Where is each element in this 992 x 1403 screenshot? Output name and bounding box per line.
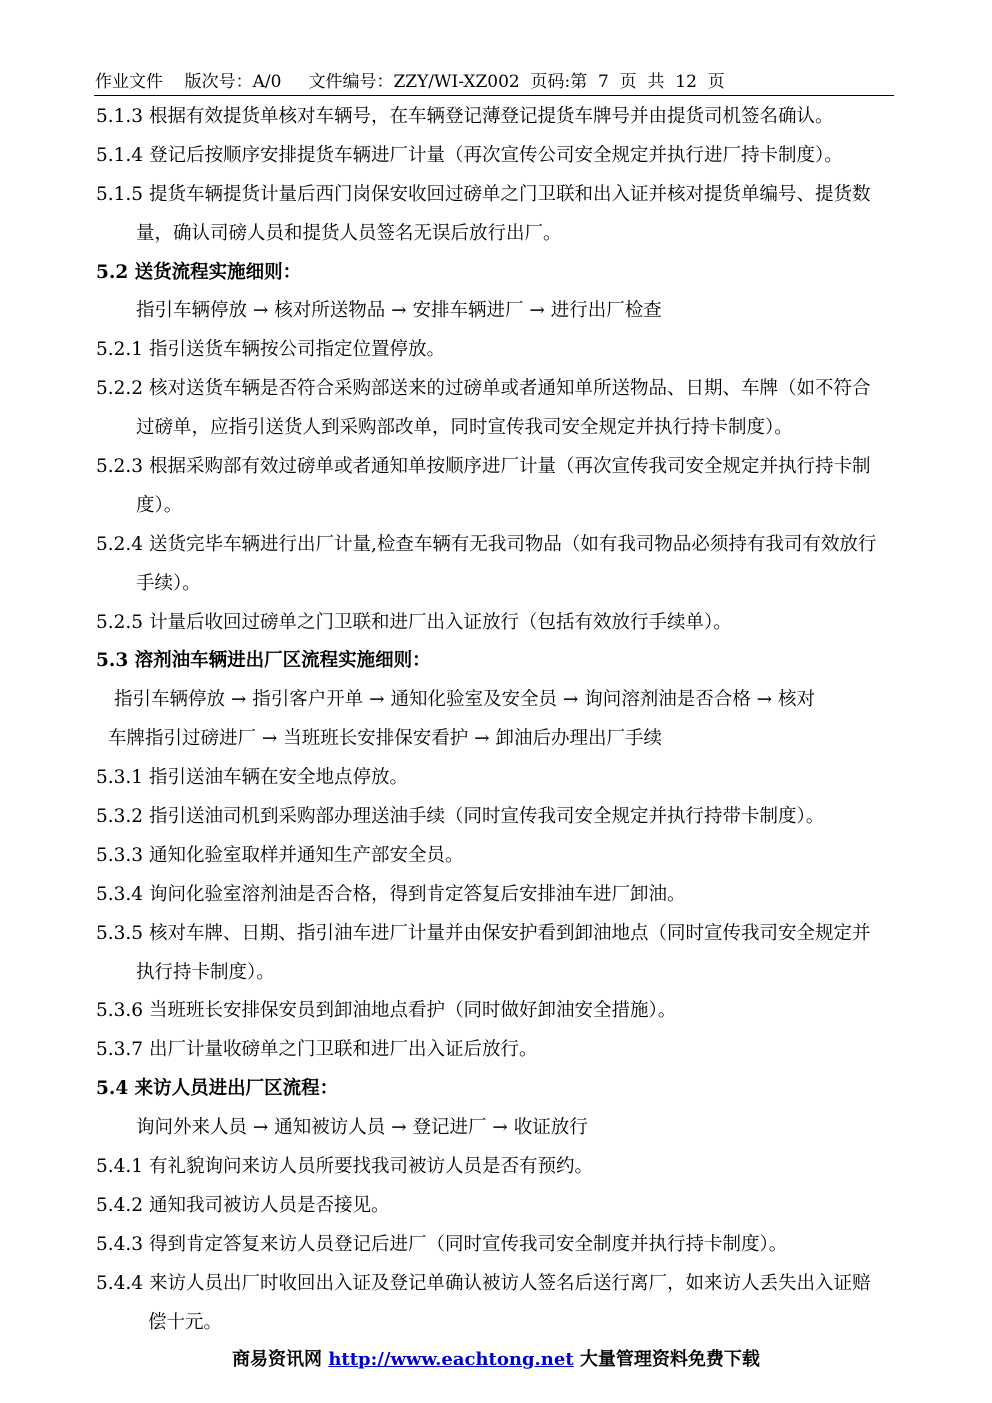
para-5-3-7: 5.3.7 出厂计量收磅单之门卫联和进厂出入证后放行。 [96,1039,538,1061]
para-5-4-3: 5.4.3 得到肯定答复来访人员登记后进厂（同时宣传我司安全制度并执行持卡制度）。 [96,1233,788,1255]
para-5-4-2: 5.4.2 通知我司被访人员是否接见。 [96,1194,390,1216]
para-5-3-5-cont: 执行持卡制度）。 [136,961,275,983]
footer-link[interactable]: http://www.eachtong.net [328,1349,574,1370]
para-5-2-2: 5.2.2 核对送货车辆是否符合采购部送来的过磅单或者通知单所送物品、日期、车牌（如不符合 [96,378,871,400]
para-5-2-1: 5.2.1 指引送货车辆按公司指定位置停放。 [96,339,445,361]
flow-5-4: 询问外来人员 → 通知被访人员 → 登记进厂 → 收证放行 [136,1117,588,1139]
heading-5-4: 5.4 来访人员进出厂区流程： [96,1078,339,1100]
para-5-2-4: 5.2.4 送货完毕车辆进行出厂计量,检查车辆有无我司物品（如有我司物品必须持有我司有效放行 [96,533,877,555]
para-5-3-5: 5.3.5 核对车牌、日期、指引油车进厂计量并由保安护看到卸油地点（同时宣传我司安全规定并 [96,922,871,944]
para-5-3-3: 5.3.3 通知化验室取样并通知生产部安全员。 [96,844,464,866]
para-5-3-4: 5.3.4 询问化验室溶剂油是否合格，得到肯定答复后安排油车进厂卸油。 [96,883,686,905]
para-5-1-5: 5.1.5 提货车辆提货计量后西门岗保安收回过磅单之门卫联和出入证并核对提货单编号、提货数 [96,183,871,205]
para-5-4-4-cont: 偿十元。 [148,1311,223,1333]
para-5-2-2-cont: 过磅单，应指引送货人到采购部改单，同时宣传我司安全规定并执行持卡制度）。 [136,417,793,439]
para-5-4-4: 5.4.4 来访人员出厂时收回出入证及登记单确认被访人签名后送行离厂，如来访人丢失出入证赔 [96,1272,871,1294]
heading-5-3: 5.3 溶剂油车辆进出厂区流程实施细则： [96,650,431,672]
flow-5-2: 指引车辆停放 → 核对所送物品 → 安排车辆进厂 → 进行出厂检查 [136,300,662,322]
footer-suffix: 大量管理资料免费下载 [573,1349,760,1370]
flow-5-3: 指引车辆停放 → 指引客户开单 → 通知化验室及安全员 → 询问溶剂油是否合格 → 核对 [114,689,816,711]
para-5-2-4-cont: 手续）。 [136,572,201,594]
footer-prefix: 商易资讯网 [232,1349,329,1370]
para-5-3-1: 5.3.1 指引送油车辆在安全地点停放。 [96,767,408,789]
document-body [96,98,930,1343]
para-5-3-6: 5.3.6 当班班长安排保安员到卸油地点看护（同时做好卸油安全措施）。 [96,1000,677,1022]
para-5-2-3-cont: 度）。 [136,494,183,516]
para-5-1-4: 5.1.4 登记后按顺序安排提货车辆进厂计量（再次宣传公司安全规定并执行进厂持卡制度）。 [96,144,843,166]
para-5-1-3: 5.1.3 根据有效提货单核对车辆号，在车辆登记薄登记提货车牌号并由提货司机签名确认。 [96,106,834,127]
para-5-2-5: 5.2.5 计量后收回过磅单之门卫联和进厂出入证放行（包括有效放行手续单）。 [96,611,732,633]
para-5-4-1: 5.4.1 有礼貌询问来访人员所要找我司被访人员是否有预约。 [96,1156,593,1178]
para-5-1-5-cont: 量，确认司磅人员和提货人员签名无误后放行出厂。 [136,222,562,244]
flow-5-3-cont: 车牌指引过磅进厂 → 当班班长安排保安看护 → 卸油后办理出厂手续 [108,728,663,750]
header-rule [94,95,894,96]
para-5-2-3: 5.2.3 根据采购部有效过磅单或者通知单按顺序进厂计量（再次宣传我司安全规定并执行持卡制 [96,456,871,478]
heading-5-2: 5.2 送货流程实施细则： [96,261,302,283]
para-5-3-2: 5.3.2 指引送油司机到采购部办理送油手续（同时宣传我司安全规定并执行持带卡制度）。 [96,806,825,828]
page-footer [0,1347,992,1373]
page-header: 作业文件 版次号：A/0 文件编号：ZZY/WI-XZ002 页码:第 7 页 共 12 页 [95,72,725,92]
